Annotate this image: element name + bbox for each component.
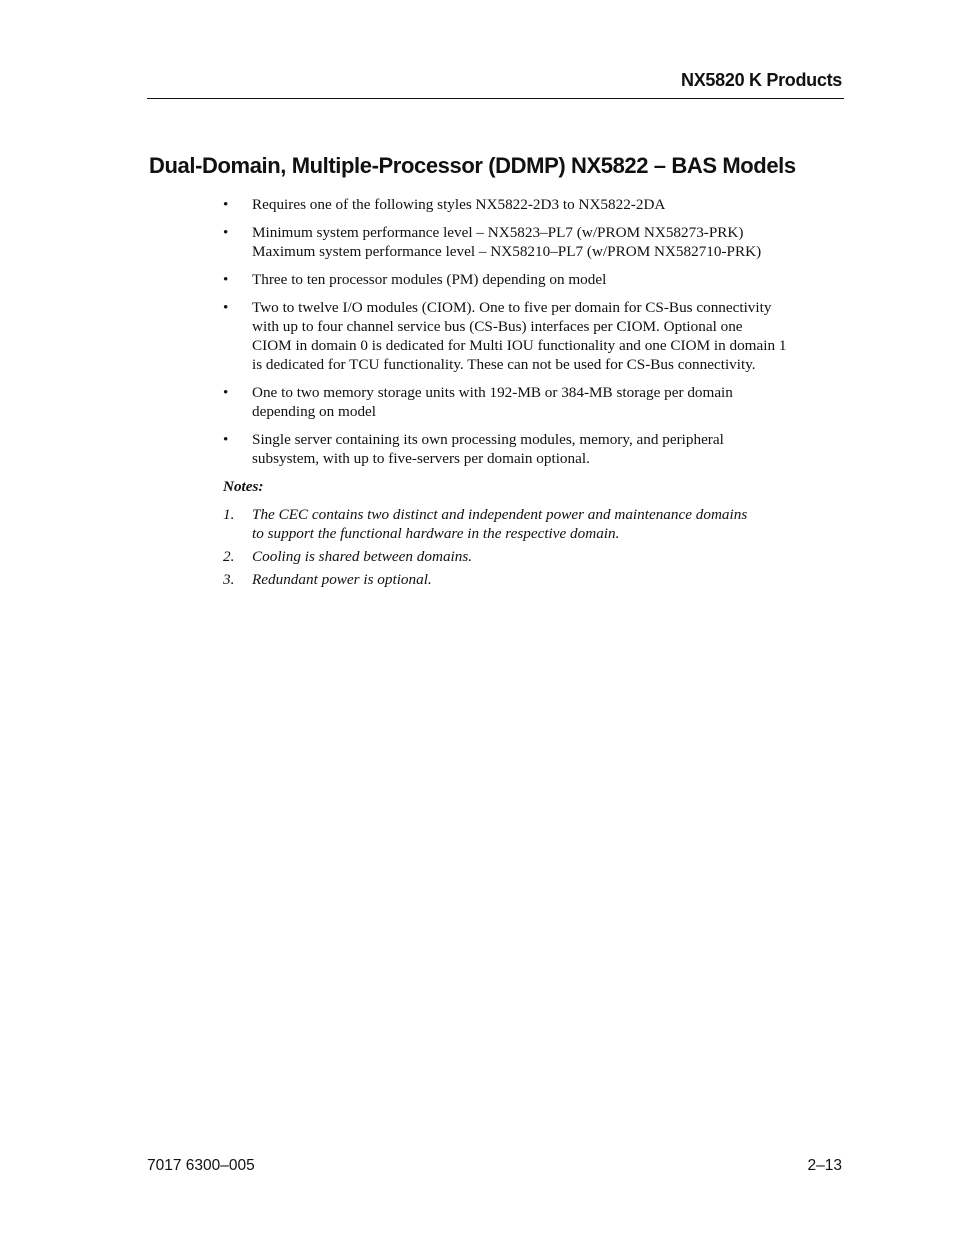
list-item-text: with up to four channel service bus (CS-Bus) interfaces per CIOM. Optional one (252, 318, 743, 335)
header-rule (147, 98, 844, 99)
list-item-text: Minimum system performance level – NX5823–PL7 (w/PROM NX58273-PRK) (252, 224, 744, 241)
list-item-text: Maximum system performance level – NX58210–PL7 (w/PROM NX582710-PRK) (252, 243, 762, 260)
note-text: Cooling is shared between domains. (252, 548, 473, 565)
note-number: 3. (223, 571, 235, 588)
list-item (223, 195, 838, 214)
bullet-icon: • (223, 271, 229, 288)
note-number: 2. (223, 548, 235, 565)
requirements-list (223, 195, 838, 468)
page-content (223, 195, 838, 593)
running-header-title: NX5820 K Products (681, 70, 842, 90)
list-item-text: Two to twelve I/O modules (CIOM). One to five per domain for CS-Bus connectivity (252, 299, 772, 316)
list-item-text: subsystem, with up to five-servers per domain optional. (252, 450, 590, 467)
list-item (223, 383, 838, 421)
note-text: Redundant power is optional. (252, 571, 432, 588)
note-text: to support the functional hardware in the respective domain. (252, 525, 620, 542)
bullet-icon: • (223, 299, 229, 316)
list-item (223, 270, 838, 289)
bullet-icon: • (223, 384, 229, 401)
list-item-text: depending on model (252, 403, 377, 420)
list-item-text: is dedicated for TCU functionality. These can not be used for CS-Bus connectivity. (252, 356, 756, 373)
list-item (223, 430, 838, 468)
list-item-text: Requires one of the following styles NX5822-2D3 to NX5822-2DA (252, 196, 666, 213)
note-number: 1. (223, 506, 235, 523)
notes-heading: Notes: (223, 478, 264, 495)
list-item (223, 223, 838, 261)
list-item-text: One to two memory storage units with 192-MB or 384-MB storage per domain (252, 384, 733, 401)
note-text: The CEC contains two distinct and independent power and maintenance domains (252, 506, 748, 523)
footer-doc-number: 7017 6300–005 (147, 1157, 255, 1174)
bullet-icon: • (223, 431, 229, 448)
note-item (223, 505, 838, 543)
bullet-icon: • (223, 224, 229, 241)
note-item (223, 570, 838, 589)
list-item-text: Single server containing its own processing modules, memory, and peripheral (252, 431, 724, 448)
list-item-text: Three to ten processor modules (PM) depending on model (252, 271, 607, 288)
section-title: Dual-Domain, Multiple-Processor (DDMP) NX5822 – BAS Models (149, 153, 796, 178)
list-item-text: CIOM in domain 0 is dedicated for Multi IOU functionality and one CIOM in domain 1 (252, 337, 787, 354)
list-item (223, 298, 838, 374)
note-item (223, 547, 838, 566)
bullet-icon: • (223, 196, 229, 213)
notes-list (223, 505, 838, 589)
footer-page-number: 2–13 (807, 1157, 842, 1174)
